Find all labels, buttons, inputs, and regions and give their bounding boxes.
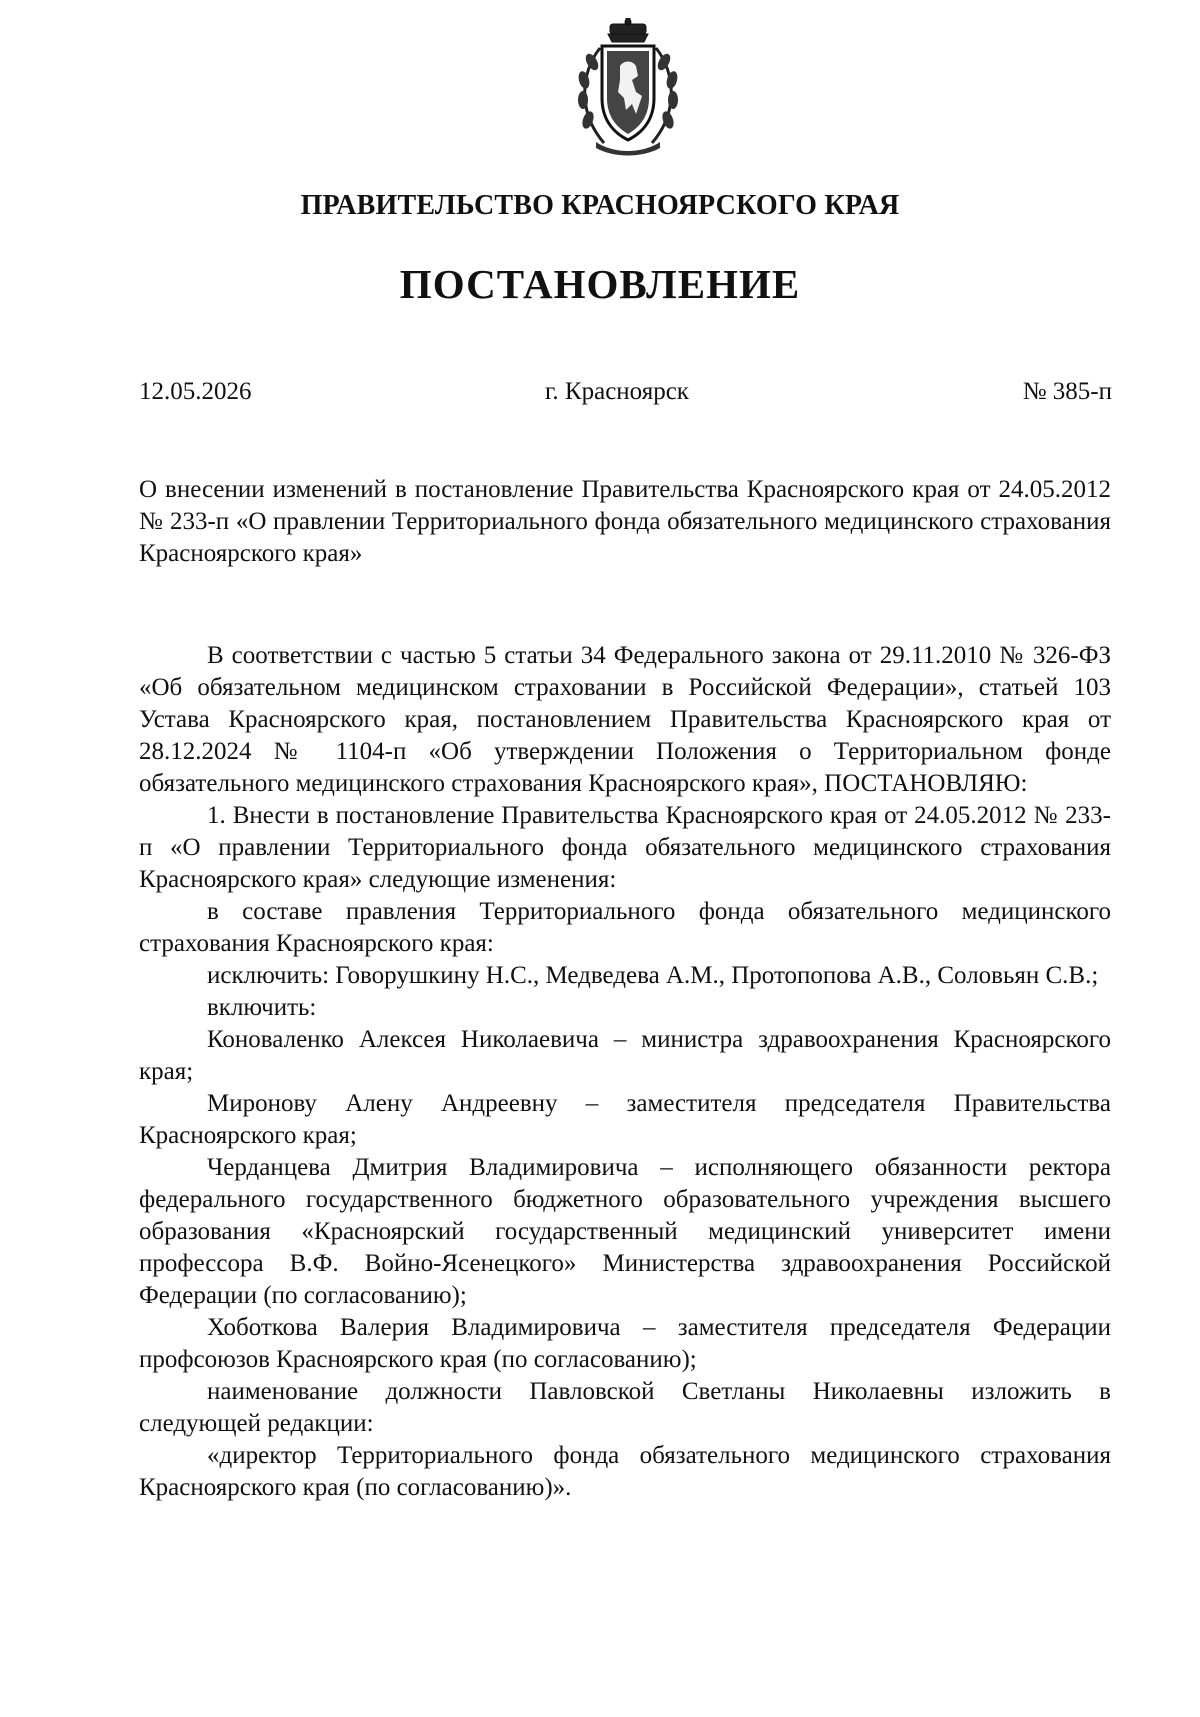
member-cherdantsev-paragraph: Черданцева Дмитрия Владимировича – исполняющего обязанности ректора федерального государственного бюджетного образовательного учреждения высшего образования «Красноярский государственный медицинский университет имени профессора В.Ф. Войно-Ясенецкого» Министерства здравоохранения Российской Федерации (по согласованию); xyxy=(139,1154,1111,1309)
document-subject: О внесении изменений в постановление Правительства Красноярского края от 24.05.2012 № 233-п «О правлении Территориального фонда обязательного медицинского страхования Красноярского края» xyxy=(139,476,1111,567)
member-khobotkov-paragraph: Хоботкова Валерия Владимировича – заместителя председателя Федерации профсоюзов Красноярского края (по согласованию); xyxy=(139,1314,1111,1373)
member-mironova-paragraph: Миронову Алену Андреевну – заместителя председателя Правительства Красноярского края; xyxy=(139,1090,1111,1149)
new-position-title-paragraph: «директор Территориального фонда обязательного медицинского страхования Красноярского края (по согласованию)». xyxy=(139,1442,1111,1501)
document-number: № 385-п xyxy=(1022,378,1112,405)
preamble-paragraph: В соответствии с частью 5 статьи 34 Федерального закона от 29.11.2010 № 326-ФЗ «Об обязательном медицинском страховании в Российской Федерации», статьей 103 Устава Красноярского края, постановлением Правительства Красноярского края от 28.12.2024 № 1104-п «Об утверждении Положения о Территориальном фонде обязательного медицинского страхования Красноярского края», ПОСТАНОВЛЯЮ: xyxy=(139,642,1111,797)
member-konovalenko-paragraph: Коноваленко Алексея Николаевича – министра здравоохранения Красноярского края; xyxy=(139,1026,1111,1085)
rename-position-paragraph: наименование должности Павловской Светланы Николаевны изложить в следующей редакции: xyxy=(139,1378,1111,1437)
include-heading-paragraph: включить: xyxy=(207,994,317,1021)
document-type-title: ПОСТАНОВЛЕНИЕ xyxy=(399,261,801,307)
document-date: 12.05.2026 xyxy=(139,378,252,405)
organization-name: ПРАВИТЕЛЬСТВО КРАСНОЯРСКОГО КРАЯ xyxy=(300,190,900,221)
document-body xyxy=(139,640,1111,1504)
exclude-members-paragraph: исключить: Говорушкину Н.С., Медведева А.М., Протопопова А.В., Соловьян С.В.; xyxy=(207,962,1099,989)
board-composition-paragraph: в составе правления Территориального фонда обязательного медицинского страхования Красноярского края: xyxy=(139,898,1111,957)
coat-of-arms-icon xyxy=(570,18,686,158)
document-city: г. Красноярск xyxy=(545,378,689,405)
clause-1-paragraph: 1. Внести в постановление Правительства Красноярского края от 24.05.2012 № 233-п «О правлении Территориального фонда обязательного медицинского страхования Красноярского края» следующие изменения: xyxy=(139,802,1111,893)
